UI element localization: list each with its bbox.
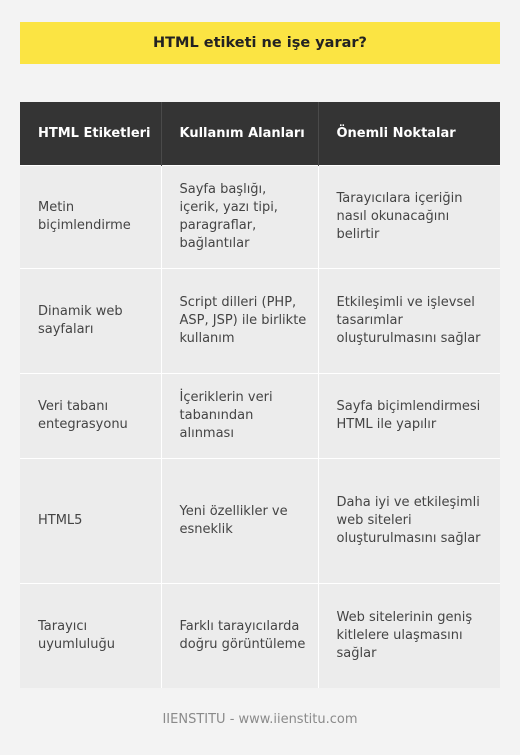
tag-usage-table: [20, 102, 500, 688]
table-cell: Farklı tarayıcılarda doğru görüntüleme: [161, 584, 318, 688]
page-title: HTML etiketi ne işe yarar?: [153, 35, 367, 51]
table-cell: Dinamik web sayfaları: [20, 269, 161, 374]
header-cell: HTML Etiketleri: [20, 102, 161, 166]
table-cell: Yeni özellikler ve esneklik: [161, 459, 318, 584]
table-cell: Metin biçimlendirme: [20, 166, 161, 269]
page-title-banner: [20, 22, 500, 64]
table-cell: Tarayıcı uyumluluğu: [20, 584, 161, 688]
table-row: [20, 374, 500, 459]
table-row: [20, 584, 500, 688]
table-row: [20, 459, 500, 584]
table-cell: Tarayıcılara içeriğin nasıl okunacağını belirtir: [318, 166, 500, 269]
footer-credit: IIENSTITU - www.iienstitu.com: [162, 712, 358, 727]
table-cell: İçeriklerin veri tabanından alınması: [161, 374, 318, 459]
table-cell: HTML5: [20, 459, 161, 584]
table-cell: Etkileşimli ve işlevsel tasarımlar oluşturulmasını sağlar: [318, 269, 500, 374]
header-cell: Önemli Noktalar: [318, 102, 500, 166]
header-cell: Kullanım Alanları: [161, 102, 318, 166]
table-header-row: [20, 102, 500, 166]
table-cell: Web sitelerinin geniş kitlelere ulaşmasını sağlar: [318, 584, 500, 688]
table-row: [20, 269, 500, 374]
table-cell: Daha iyi ve etkileşimli web siteleri oluşturulmasını sağlar: [318, 459, 500, 584]
table-cell: Sayfa biçimlendirmesi HTML ile yapılır: [318, 374, 500, 459]
table-row: [20, 166, 500, 269]
table-cell: Veri tabanı entegrasyonu: [20, 374, 161, 459]
table-cell: Sayfa başlığı, içerik, yazı tipi, paragraflar, bağlantılar: [161, 166, 318, 269]
table-cell: Script dilleri (PHP, ASP, JSP) ile birlikte kullanım: [161, 269, 318, 374]
